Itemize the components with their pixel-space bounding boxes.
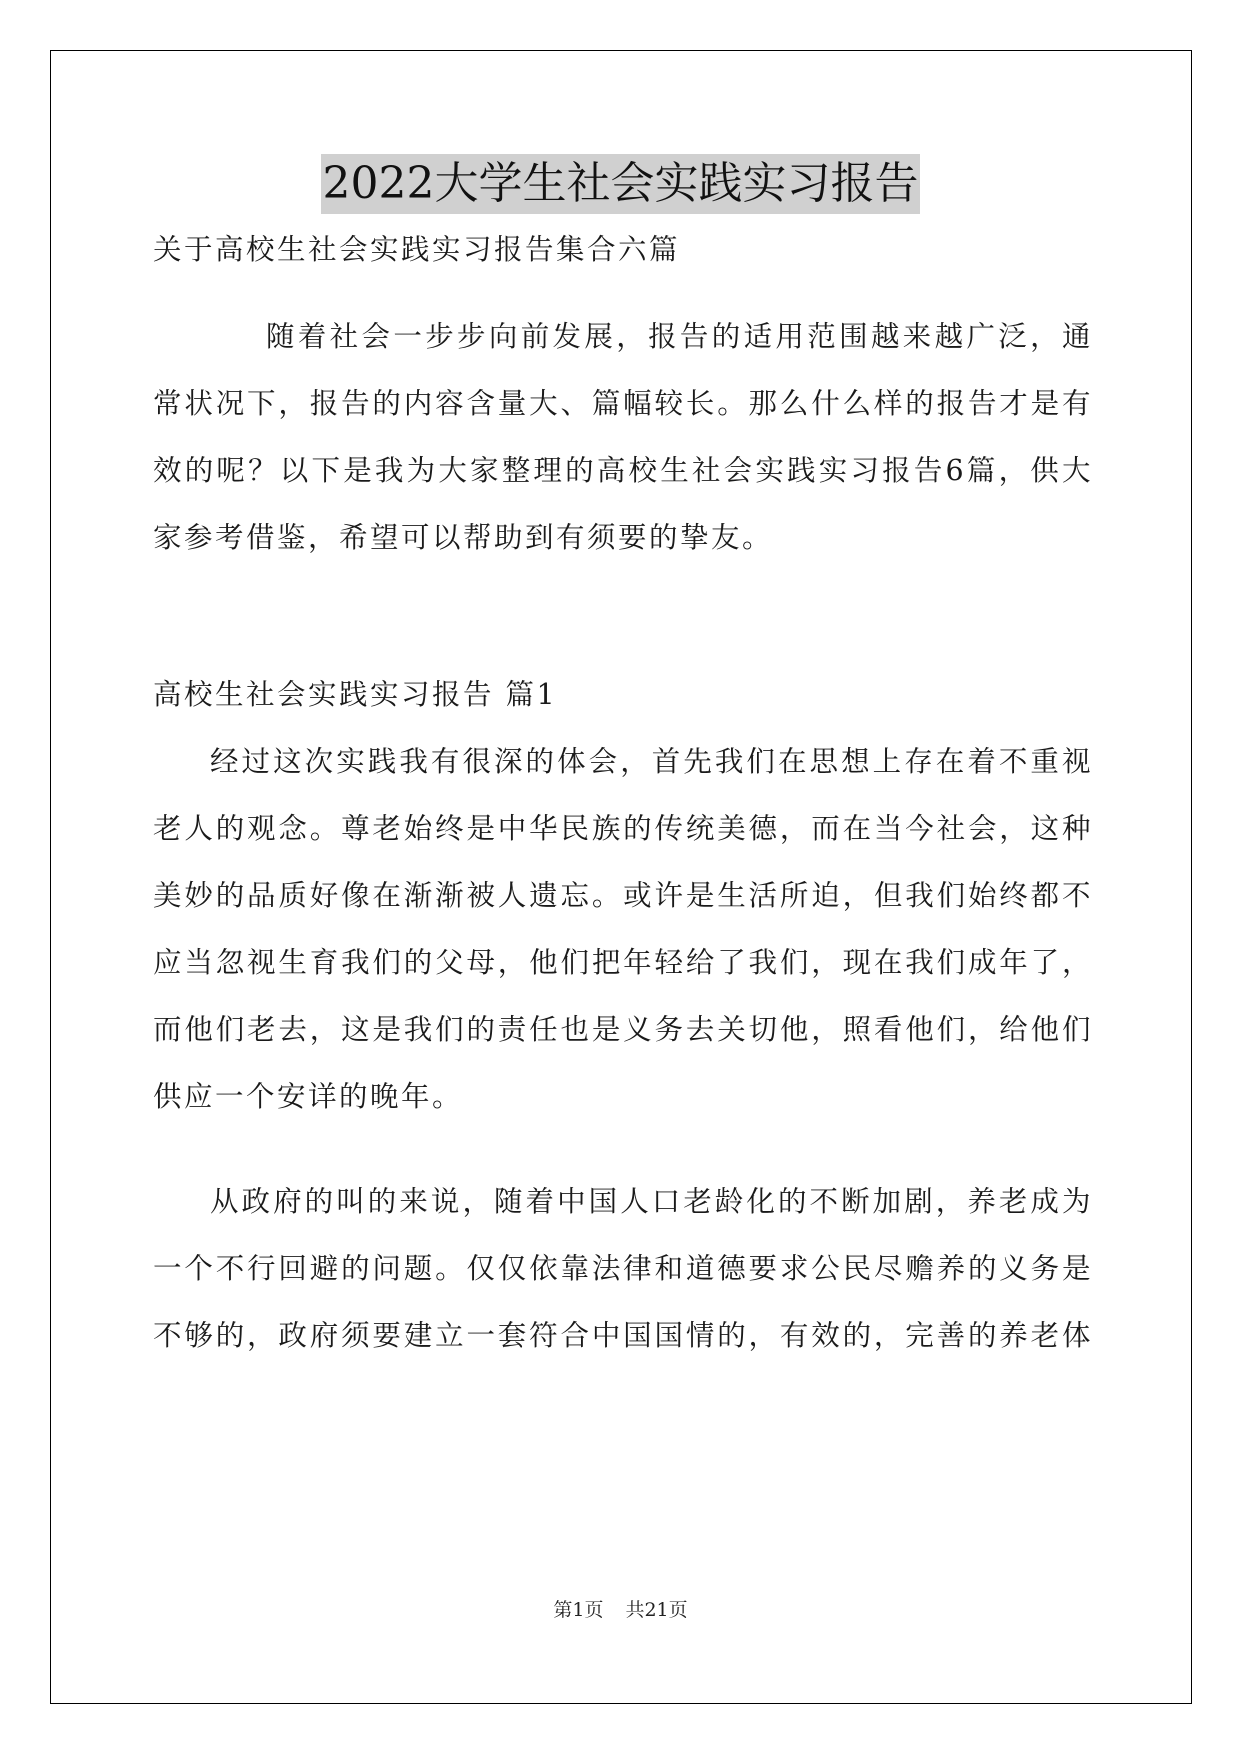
- intro-line: 家参考借鉴，希望可以帮助到有须要的挚友。: [153, 521, 774, 554]
- document-subtitle: 关于高校生社会实践实习报告集合六篇: [153, 233, 681, 266]
- intro-line: 常状况下，报告的内容含量大、篇幅较长。那么什么样的报告才是有: [153, 387, 1093, 420]
- paragraph-line: 应当忽视生育我们的父母，他们把年轻给了我们，现在我们成年了，: [153, 946, 1093, 979]
- section-heading: 高校生社会实践实习报告 篇1: [153, 678, 558, 711]
- intro-line: 效的呢？以下是我为大家整理的高校生社会实践实习报告6篇，供大: [153, 454, 1093, 487]
- paragraph-line: 供应一个安详的晚年。: [153, 1080, 464, 1113]
- page-number: 第1页: [553, 1599, 604, 1621]
- intro-line: 随着社会一步步向前发展，报告的适用范围越来越广泛，通: [266, 320, 1093, 353]
- page-total: 共21页: [625, 1599, 688, 1621]
- paragraph-line: 一个不行回避的问题。仅仅依靠法律和道德要求公民尽赡养的义务是: [153, 1252, 1093, 1285]
- title-container: [0, 154, 1241, 214]
- paragraph-line: 从政府的叫的来说，随着中国人口老龄化的不断加剧，养老成为: [210, 1185, 1093, 1218]
- page-footer: [0, 1596, 1241, 1624]
- document-title: 2022大学生社会实践实习报告: [321, 154, 921, 214]
- paragraph-line: 经过这次实践我有很深的体会，首先我们在思想上存在着不重视: [210, 745, 1093, 778]
- paragraph-line: 而他们老去，这是我们的责任也是义务去关切他，照看他们，给他们: [153, 1013, 1093, 1046]
- paragraph-line: 美妙的品质好像在渐渐被人遗忘。或许是生活所迫，但我们始终都不: [153, 879, 1093, 912]
- paragraph-line: 不够的，政府须要建立一套符合中国国情的，有效的，完善的养老体: [153, 1319, 1093, 1352]
- paragraph-line: 老人的观念。尊老始终是中华民族的传统美德，而在当今社会，这种: [153, 812, 1093, 845]
